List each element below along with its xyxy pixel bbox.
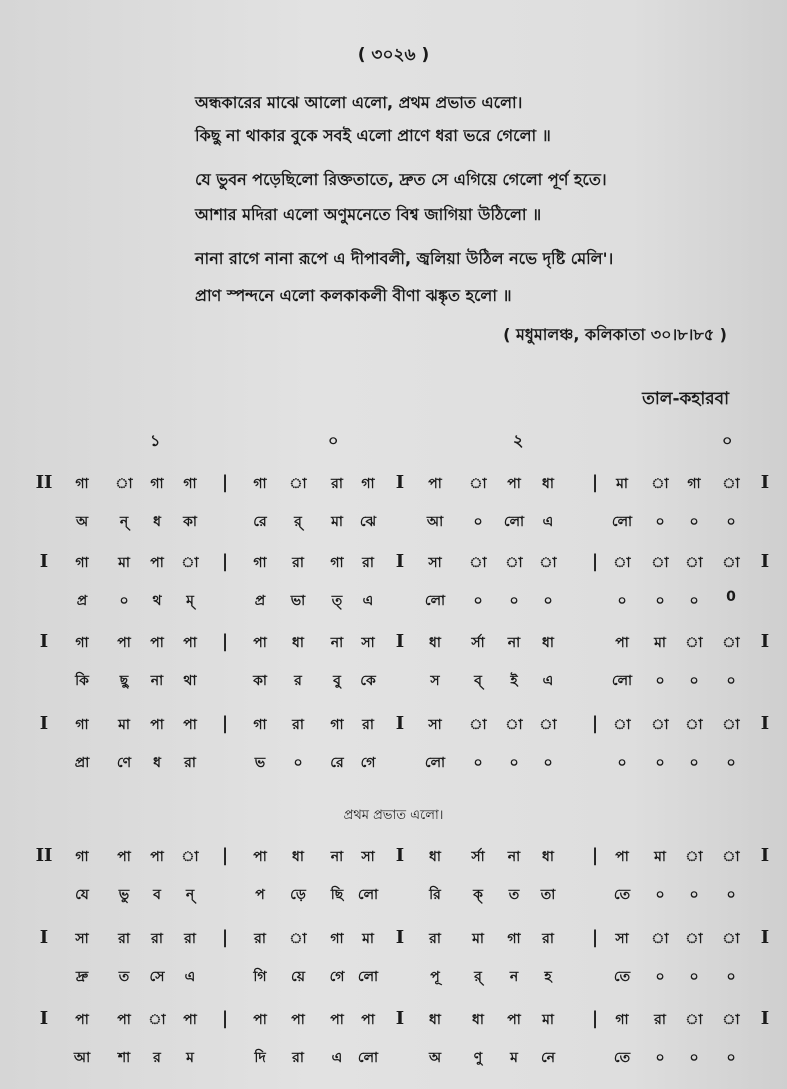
swara-note: া — [685, 931, 703, 947]
swara-note: রা — [331, 476, 343, 492]
bar-line: | — [221, 713, 229, 734]
bar-line: I — [395, 713, 405, 734]
lyric-syllable: কা — [183, 514, 197, 530]
lyric-syllable: প্রা — [74, 755, 90, 771]
swara-note: া — [685, 849, 703, 865]
swara-note: ধা — [472, 1012, 484, 1028]
swara-note: া — [539, 717, 557, 733]
swara-note: রা — [292, 717, 304, 733]
swara-note: পা — [330, 1012, 344, 1028]
lyric-syllable: লো — [357, 1050, 379, 1066]
lyric-syllable: ই — [510, 673, 518, 689]
lyric-syllable: ০ — [655, 1050, 665, 1066]
lyric-syllable: এ — [184, 969, 196, 985]
swara-row — [0, 472, 787, 500]
bar-line: I — [39, 551, 49, 572]
swara-note: পা — [291, 1012, 305, 1028]
lyric-syllable: ম — [186, 1050, 194, 1066]
swara-note: া — [722, 849, 740, 865]
swara-note: মা — [472, 931, 484, 947]
swara-row — [0, 1008, 787, 1036]
lyric-syllable: ০ — [543, 755, 553, 771]
swara-note: গা — [75, 717, 89, 733]
lyric-syllable: গে — [360, 755, 376, 771]
swara-note: গা — [330, 555, 344, 571]
swara-note: া — [722, 717, 740, 733]
lyric-syllable: 0 — [726, 589, 736, 605]
swara-note: না — [507, 635, 521, 651]
bar-line: | — [591, 1008, 599, 1029]
swara-note: রা — [151, 931, 163, 947]
bar-line: | — [591, 713, 599, 734]
lyric-syllable: অ — [75, 514, 89, 530]
lyric-syllable: ০ — [726, 514, 736, 530]
swara-note: া — [722, 555, 740, 571]
bar-line: | — [591, 551, 599, 572]
lyric-syllable: লো — [503, 514, 525, 530]
bar-line: I — [760, 845, 770, 866]
beat-mark-4: ০ — [722, 431, 733, 450]
lyric-syllable-row — [0, 1046, 787, 1074]
bar-line: I — [395, 472, 405, 493]
lyric-syllable-row — [0, 589, 787, 617]
lyric-syllable: লো — [357, 887, 379, 903]
swara-note: া — [469, 555, 487, 571]
swara-note: গা — [183, 476, 197, 492]
lyric-syllable: লো — [424, 593, 446, 609]
swara-note: মা — [654, 635, 666, 651]
lyric-line-6: প্রাণ স্পন্দনে এলো কলকাকলী বীণা ঝঙ্কৃত হলো ॥ — [195, 286, 512, 305]
lyric-syllable: ০ — [655, 673, 665, 689]
lyric-syllable: বু — [333, 673, 341, 689]
lyric-syllable: লো — [611, 514, 633, 530]
lyric-syllable-row — [0, 883, 787, 911]
lyric-syllable: না — [150, 673, 164, 689]
lyric-syllable: ন্ — [119, 514, 129, 530]
lyric-syllable: ০ — [655, 755, 665, 771]
lyric-syllable: ত — [508, 887, 520, 903]
bar-line: I — [39, 1008, 49, 1029]
lyric-syllable: দ্রু — [75, 969, 89, 985]
lyric-syllable: ০ — [726, 1050, 736, 1066]
lyric-syllable: রে — [330, 755, 344, 771]
lyric-syllable: মা — [331, 514, 343, 530]
swara-note: া — [613, 717, 631, 733]
bar-line: I — [760, 631, 770, 652]
swara-note: পা — [150, 635, 164, 651]
lyric-syllable: লো — [357, 969, 379, 985]
lyric-syllable: র্ — [294, 514, 302, 530]
lyric-syllable: ব্ — [474, 673, 482, 689]
lyric-syllable: ০ — [726, 969, 736, 985]
lyric-syllable: ত্ — [331, 593, 343, 609]
swara-note: সা — [428, 555, 442, 571]
lyric-syllable: ছু — [119, 673, 129, 689]
lyric-syllable: এ — [542, 514, 554, 530]
lyric-syllable: ০ — [473, 593, 483, 609]
bar-line: I — [395, 1008, 405, 1029]
lyric-syllable-row — [0, 669, 787, 697]
lyric-syllable: ০ — [473, 755, 483, 771]
swara-note: পা — [507, 1012, 521, 1028]
lyric-syllable: আ — [73, 1050, 91, 1066]
swara-note: া — [722, 931, 740, 947]
beat-mark-3: ২ — [513, 431, 524, 450]
swara-note: পা — [253, 635, 267, 651]
song-number: ( ৩০২৬ ) — [357, 45, 430, 65]
lyric-syllable: ভু — [118, 887, 130, 903]
beat-mark-1: ১ — [150, 431, 161, 450]
lyric-syllable: র — [294, 673, 302, 689]
lyric-syllable: রি — [429, 887, 441, 903]
lyric-syllable: নে — [540, 1050, 556, 1066]
lyric-syllable: ড়ে — [290, 887, 306, 903]
lyric-syllable: ০ — [509, 593, 519, 609]
swara-note: রা — [654, 1012, 666, 1028]
lyric-syllable: ০ — [543, 593, 553, 609]
lyric-syllable: রা — [184, 755, 196, 771]
swara-note: ধা — [429, 1012, 441, 1028]
lyric-syllable: পূ — [430, 969, 440, 985]
lyric-syllable: স — [430, 673, 440, 689]
swara-note: পা — [428, 476, 442, 492]
lyric-syllable: ধ — [153, 755, 161, 771]
bar-line: I — [760, 551, 770, 572]
lyric-syllable: তে — [613, 887, 631, 903]
lyric-syllable: ম — [510, 1050, 518, 1066]
lyric-syllable: ০ — [293, 755, 303, 771]
bar-line: | — [221, 472, 229, 493]
lyric-syllable: তে — [613, 969, 631, 985]
swara-note: া — [115, 476, 133, 492]
swara-note: গা — [361, 476, 375, 492]
swara-note: গা — [330, 717, 344, 733]
swara-note: া — [181, 555, 199, 571]
swara-note: পা — [183, 1012, 197, 1028]
swara-note: পা — [75, 1012, 89, 1028]
swara-note: গা — [75, 476, 89, 492]
bar-line: I — [395, 631, 405, 652]
swara-note: সা — [361, 849, 375, 865]
refrain-line: প্রথম প্রভাত এলো। — [343, 808, 444, 823]
lyric-syllable: ত — [118, 969, 130, 985]
swara-row — [0, 713, 787, 741]
lyric-syllable: এ — [542, 673, 554, 689]
lyric-syllable: ০ — [689, 673, 699, 689]
swara-note: র্সা — [471, 635, 485, 651]
lyric-syllable: ম্ — [186, 593, 194, 609]
bar-line: | — [591, 927, 599, 948]
bar-line: II — [35, 472, 53, 493]
swara-note: া — [181, 849, 199, 865]
swara-note: গা — [75, 555, 89, 571]
swara-note: পা — [150, 849, 164, 865]
lyric-syllable: প্র — [254, 593, 266, 609]
bar-line: II — [35, 845, 53, 866]
lyric-syllable: ণে — [116, 755, 132, 771]
swara-row — [0, 845, 787, 873]
swara-note: পা — [150, 717, 164, 733]
swara-note: পা — [150, 555, 164, 571]
lyric-syllable: লো — [424, 755, 446, 771]
bar-line: I — [395, 845, 405, 866]
swara-note: রা — [254, 931, 266, 947]
swara-note: সা — [75, 931, 89, 947]
lyric-syllable: ০ — [689, 755, 699, 771]
swara-note: া — [148, 1012, 166, 1028]
lyric-syllable: গে — [329, 969, 345, 985]
bar-line: I — [39, 631, 49, 652]
lyric-syllable: গি — [253, 969, 267, 985]
bar-line: | — [221, 1008, 229, 1029]
swara-note: রা — [362, 555, 374, 571]
swara-note: া — [651, 476, 669, 492]
bar-line: | — [221, 845, 229, 866]
swara-note: া — [651, 555, 669, 571]
swara-note: া — [613, 555, 631, 571]
lyric-syllable: ০ — [119, 593, 129, 609]
swara-note: গা — [330, 931, 344, 947]
swara-note: া — [685, 717, 703, 733]
lyric-syllable: ০ — [655, 887, 665, 903]
swara-note: পা — [615, 849, 629, 865]
swara-note: া — [505, 717, 523, 733]
swara-note: া — [722, 635, 740, 651]
swara-row — [0, 631, 787, 659]
lyric-syllable: রে — [253, 514, 267, 530]
bar-line: I — [39, 713, 49, 734]
lyric-syllable: ধ — [153, 514, 161, 530]
swara-note: ধা — [292, 849, 304, 865]
swara-note: মা — [654, 849, 666, 865]
swara-note: রা — [184, 931, 196, 947]
lyric-syllable: এ — [362, 593, 374, 609]
swara-note: া — [469, 476, 487, 492]
swara-note: ধা — [542, 476, 554, 492]
swara-note: না — [330, 635, 344, 651]
lyric-syllable: ঝে — [359, 514, 377, 530]
swara-note: গা — [687, 476, 701, 492]
lyric-syllable: সে — [149, 969, 165, 985]
swara-note: র্সা — [471, 849, 485, 865]
lyric-syllable: ০ — [509, 755, 519, 771]
swara-note: মা — [118, 555, 130, 571]
lyric-syllable: অ — [428, 1050, 442, 1066]
swara-note: া — [651, 717, 669, 733]
swara-note: মা — [542, 1012, 554, 1028]
swara-note: পা — [117, 1012, 131, 1028]
lyric-syllable: ০ — [617, 593, 627, 609]
swara-note: া — [722, 476, 740, 492]
lyric-syllable: ন্ — [185, 887, 195, 903]
lyric-syllable: য়ে — [291, 969, 305, 985]
lyric-line-2: কিছু না থাকার বুকে সবই এলো প্রাণে ধরা ভরে গেলো ॥ — [195, 126, 551, 145]
swara-note: া — [685, 555, 703, 571]
swara-note: পা — [253, 1012, 267, 1028]
lyric-syllable: ০ — [689, 969, 699, 985]
bar-line: | — [221, 631, 229, 652]
swara-note: সা — [361, 635, 375, 651]
tala-label: তাল-কহারবা — [642, 389, 729, 409]
lyric-syllable: দি — [254, 1050, 266, 1066]
lyric-syllable-row — [0, 965, 787, 993]
swara-note: পা — [117, 849, 131, 865]
swara-note: না — [330, 849, 344, 865]
lyric-syllable: ণু — [473, 1050, 483, 1066]
lyric-syllable: শা — [117, 1050, 131, 1066]
swara-note: া — [289, 476, 307, 492]
lyric-syllable: রা — [292, 1050, 304, 1066]
swara-note: গা — [615, 1012, 629, 1028]
bar-line: I — [760, 1008, 770, 1029]
swara-note: মা — [118, 717, 130, 733]
lyric-syllable: এ — [331, 1050, 343, 1066]
bar-line: | — [221, 927, 229, 948]
swara-note: ধা — [429, 635, 441, 651]
source-citation: ( মধুমালঞ্চ, কলিকাতা ৩০।৮।৮৫ ) — [503, 325, 727, 344]
swara-note: পা — [183, 635, 197, 651]
swara-note: পা — [361, 1012, 375, 1028]
lyric-syllable: ০ — [689, 514, 699, 530]
swara-note: পা — [253, 849, 267, 865]
swara-note: রা — [542, 931, 554, 947]
lyric-syllable: ০ — [473, 514, 483, 530]
lyric-syllable: ০ — [726, 887, 736, 903]
beat-mark-2: ০ — [328, 431, 339, 450]
lyric-syllable: লো — [611, 673, 633, 689]
lyric-line-1: অন্ধকারের মাঝে আলো এলো, প্রথম প্রভাত এলো। — [195, 93, 523, 112]
lyric-syllable: ০ — [617, 755, 627, 771]
lyric-syllable: ক্ — [473, 887, 483, 903]
lyric-syllable: ০ — [655, 969, 665, 985]
lyric-syllable: ব — [153, 887, 161, 903]
lyric-syllable: থ — [152, 593, 162, 609]
bar-line: I — [39, 927, 49, 948]
bar-line: I — [395, 927, 405, 948]
lyric-syllable: র্ — [474, 969, 482, 985]
lyric-syllable: যে — [75, 887, 89, 903]
swara-note: গা — [253, 555, 267, 571]
bar-line: | — [591, 845, 599, 866]
swara-note: না — [507, 849, 521, 865]
bar-line: I — [760, 927, 770, 948]
swara-note: ধা — [429, 849, 441, 865]
swara-note: সা — [615, 931, 629, 947]
swara-note: ধা — [542, 849, 554, 865]
swara-note: মা — [362, 931, 374, 947]
lyric-syllable: কে — [360, 673, 376, 689]
lyric-syllable: ভ — [254, 755, 266, 771]
swara-note: মা — [616, 476, 628, 492]
lyric-syllable: হ — [544, 969, 552, 985]
swara-note: া — [722, 1012, 740, 1028]
lyric-syllable: প্র — [76, 593, 88, 609]
swara-note: রা — [362, 717, 374, 733]
swara-note: পা — [615, 635, 629, 651]
lyric-syllable: ০ — [726, 755, 736, 771]
lyric-syllable: ন — [509, 969, 519, 985]
lyric-syllable-row — [0, 510, 787, 538]
swara-note: পা — [183, 717, 197, 733]
swara-note: া — [651, 931, 669, 947]
lyric-syllable: থা — [183, 673, 197, 689]
lyric-syllable: ভা — [290, 593, 306, 609]
swara-note: গা — [150, 476, 164, 492]
lyric-syllable: কি — [75, 673, 89, 689]
swara-note: গা — [75, 849, 89, 865]
swara-note: গা — [507, 931, 521, 947]
lyric-syllable: ০ — [655, 514, 665, 530]
swara-note: রা — [292, 555, 304, 571]
swara-note: া — [289, 931, 307, 947]
lyric-syllable: প — [255, 887, 265, 903]
bar-line: I — [395, 551, 405, 572]
lyric-syllable: তা — [540, 887, 556, 903]
swara-note: া — [685, 1012, 703, 1028]
bar-line: I — [760, 472, 770, 493]
bar-line: I — [760, 713, 770, 734]
swara-note: া — [469, 717, 487, 733]
swara-note: া — [505, 555, 523, 571]
lyric-syllable-row — [0, 751, 787, 779]
lyric-syllable: ০ — [655, 593, 665, 609]
bar-line: | — [221, 551, 229, 572]
lyric-line-5: নানা রাগে নানা রূপে এ দীপাবলী, জ্বলিয়া উঠিল নভে দৃষ্টি মেলি'। — [195, 249, 614, 268]
swara-note: পা — [507, 476, 521, 492]
swara-note: রা — [429, 931, 441, 947]
swara-note: সা — [428, 717, 442, 733]
swara-row — [0, 927, 787, 955]
lyric-line-3: যে ভুবন পড়েছিলো রিক্ততাতে, দ্রুত সে এগিয়ে গেলো পূর্ণ হতে। — [195, 170, 607, 189]
swara-note: গা — [253, 476, 267, 492]
swara-note: ধা — [292, 635, 304, 651]
swara-note: গা — [75, 635, 89, 651]
swara-note: রা — [118, 931, 130, 947]
lyric-syllable: ০ — [689, 1050, 699, 1066]
lyric-syllable: আ — [426, 514, 444, 530]
lyric-syllable: ০ — [689, 887, 699, 903]
lyric-syllable: ০ — [689, 593, 699, 609]
lyric-syllable: তে — [613, 1050, 631, 1066]
bar-line: | — [591, 472, 599, 493]
lyric-syllable: র — [153, 1050, 161, 1066]
swara-note: পা — [117, 635, 131, 651]
swara-row — [0, 551, 787, 579]
lyric-syllable: ০ — [726, 673, 736, 689]
lyric-syllable: ছি — [330, 887, 344, 903]
swara-note: া — [539, 555, 557, 571]
lyric-line-4: আশার মদিরা এলো অণুমনেতে বিশ্ব জাগিয়া উঠিলো ॥ — [195, 205, 542, 224]
swara-note: ধা — [542, 635, 554, 651]
swara-note: া — [685, 635, 703, 651]
lyric-syllable: কা — [253, 673, 267, 689]
swara-note: গা — [253, 717, 267, 733]
